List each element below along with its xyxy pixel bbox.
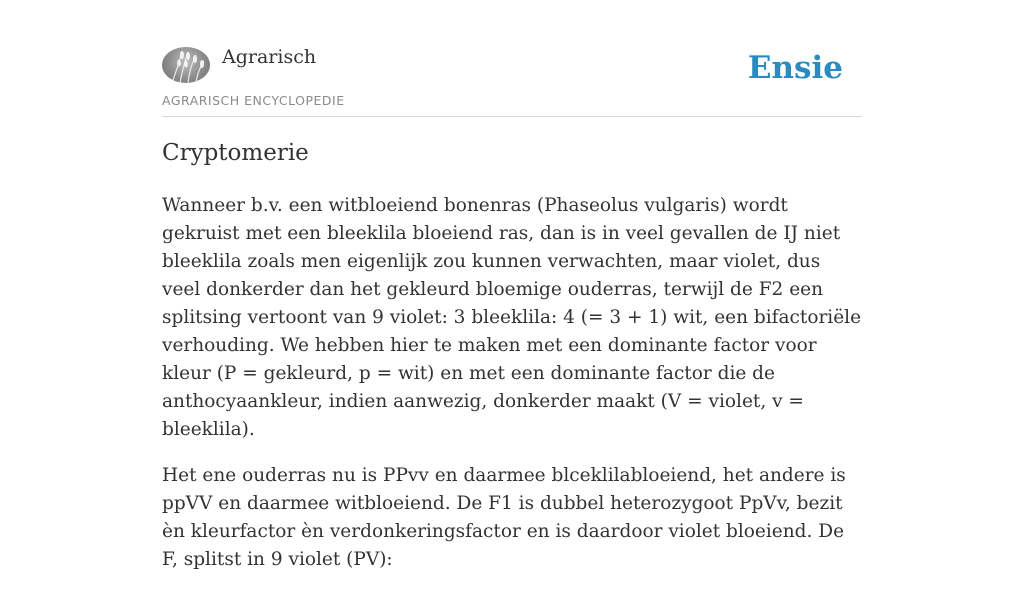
site-logo[interactable]: Ensie bbox=[747, 50, 843, 86]
wheat-icon[interactable] bbox=[162, 47, 210, 83]
brand-tagline: AGRARISCH ENCYCLOPEDIE bbox=[162, 93, 345, 108]
page bbox=[162, 0, 862, 570]
article-paragraph: Wanneer b.v. een witbloeiend bonenras (Phaseolus vulgaris) wordt gekruist met een bleeklila bloeiend ras, dan is in veel gevallen de IJ niet bleeklila zoals men eigenlijk zou kunnen verwachten, maar violet, dus veel donkerder dan het gekleurd bloemige ouderras, terwijl de F2 een splitsing vertoont van 9 violet: 3 bleeklila: 4 (= 3 + 1) wit, een bifactoriële verhouding. We hebben hier te maken met een dominante factor voor kleur (P = gekleurd, p = wit) en met een dominante factor die de anthocyaankleur, indien aanwezig, donkerder maakt (V = violet, v = bleeklila). bbox=[162, 195, 862, 440]
article-paragraph: Het ene ouderras nu is PPvv en daarmee blceklilabloeiend, het andere is ppVV en daarmee witbloeiend. De F1 is dubbel heterozygoot PpVv, bezit èn kleurfactor èn verdonkeringsfactor en is daardoor violet bloeiend. De F, splitst in 9 violet (PV): bbox=[162, 465, 846, 570]
brand-name[interactable]: Agrarisch bbox=[222, 46, 317, 68]
page-title: Cryptomerie bbox=[162, 140, 309, 166]
site-header bbox=[162, 0, 862, 117]
article-body bbox=[162, 192, 862, 592]
